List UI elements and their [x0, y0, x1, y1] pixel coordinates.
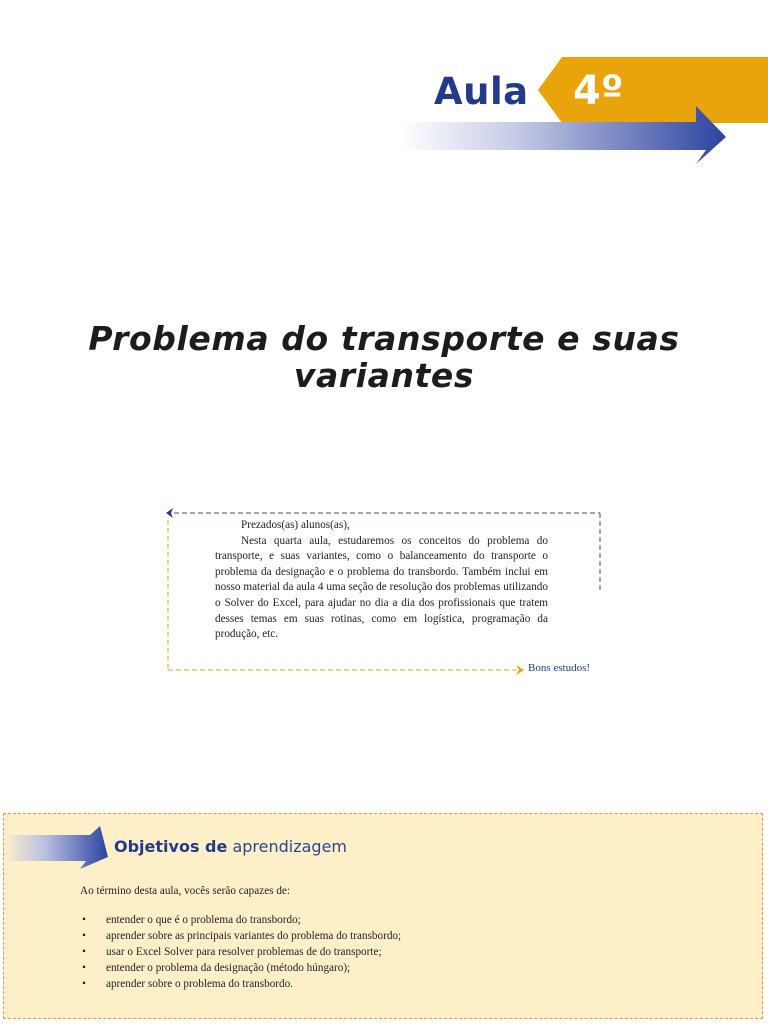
- objectives-heading-bold: Objetivos de: [114, 837, 228, 856]
- bullet-icon: •: [82, 962, 86, 974]
- objectives-intro: Ao término desta aula, vocês serão capazes de:: [80, 885, 290, 897]
- list-item: [80, 912, 401, 928]
- list-item: [80, 960, 401, 976]
- objective-text: aprender sobre o problema do transbordo.: [106, 978, 294, 990]
- page-title-line-2: variantes: [293, 356, 475, 395]
- bullet-icon: •: [82, 914, 86, 926]
- letter-greeting: Prezados(as) alunos(as),: [241, 519, 350, 531]
- intro-letter: [215, 518, 548, 643]
- lesson-number: 4º: [573, 68, 624, 114]
- objective-text: usar o Excel Solver para resolver problemas de do transporte;: [106, 946, 382, 958]
- bullet-icon: •: [82, 946, 86, 958]
- objectives-heading: [114, 836, 347, 858]
- page-title: [60, 320, 708, 394]
- objective-text: aprender sobre as principais variantes do problema do transbordo;: [106, 930, 402, 942]
- bullet-icon: •: [82, 978, 86, 990]
- letter-body: Nesta quarta aula, estudaremos os conceitos do problema do transporte, e suas variantes, como o balanceamento do transporte o problema da designação e o problema do transbordo. Também inclui em nosso material da aula 4 uma seção de resolução dos problemas utilizando o Solver do Excel, para ajudar no dia a dia dos profissionais que tratem desses temas em suas rotinas, como em logística, programação da produção, etc.: [215, 534, 548, 641]
- bullet-icon: •: [82, 930, 86, 942]
- lesson-label: Aula: [434, 70, 529, 113]
- list-item: [80, 944, 401, 960]
- list-item: [80, 976, 401, 992]
- arrow-right-icon: [400, 106, 730, 166]
- objectives-heading-light: aprendizagem: [232, 837, 347, 856]
- objectives-list: [80, 912, 401, 992]
- objectives-banner-icon: [4, 823, 114, 873]
- objective-text: entender o que é o problema do transbordo;: [106, 914, 301, 926]
- objective-text: entender o problema da designação (método húngaro);: [106, 962, 351, 974]
- list-item: [80, 928, 401, 944]
- page-title-line-1: Problema do transporte e suas: [88, 319, 680, 358]
- letter-signoff: Bons estudos!: [528, 662, 591, 674]
